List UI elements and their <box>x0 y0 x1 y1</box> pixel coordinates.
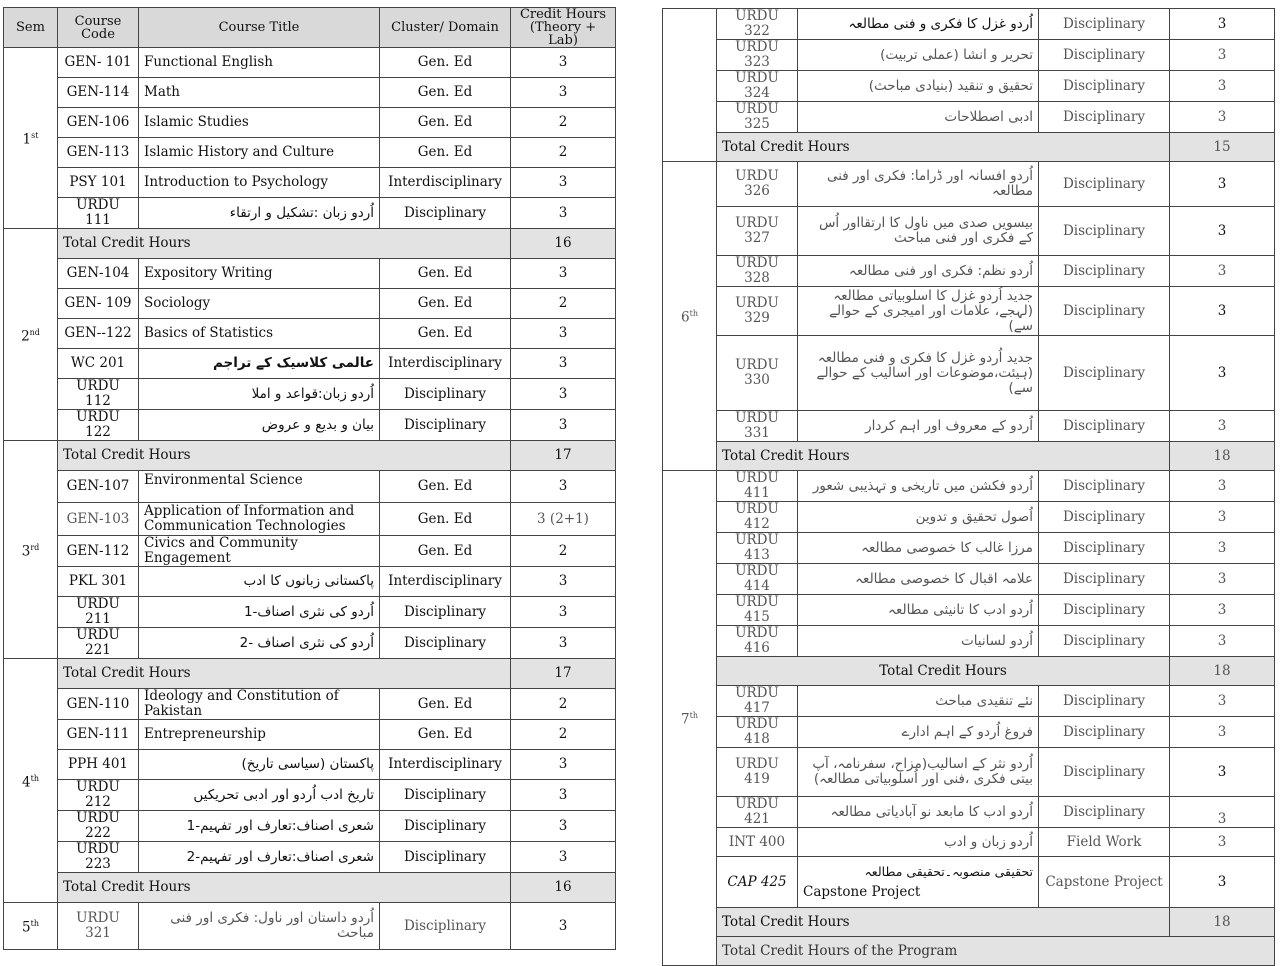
course-code: WC 201 <box>58 349 139 379</box>
table-row <box>663 717 1275 748</box>
total-value: 18 <box>1170 908 1275 937</box>
table-row <box>4 567 616 597</box>
header-credit: Credit Hours (Theory + Lab) <box>511 8 616 48</box>
course-title: Islamic History and Culture <box>139 138 380 168</box>
course-credit: 3 <box>511 597 616 628</box>
course-cluster: Disciplinary <box>1039 287 1170 336</box>
course-title: ادبی اصطلاحات <box>798 102 1039 133</box>
course-cluster: Disciplinary <box>1039 502 1170 533</box>
course-credit: 3 <box>1170 686 1275 717</box>
course-credit: 3 <box>511 750 616 780</box>
course-code: URDU 326 <box>717 162 798 207</box>
course-code: URDU 412 <box>717 502 798 533</box>
course-credit: 2 <box>511 536 616 567</box>
course-cluster: Disciplinary <box>1039 411 1170 442</box>
course-code: URDU 222 <box>58 811 139 842</box>
course-title: Basics of Statistics <box>139 319 380 349</box>
table-row <box>4 628 616 659</box>
course-code: GEN-110 <box>58 689 139 720</box>
total-row <box>663 908 1275 937</box>
course-code: URDU 112 <box>58 379 139 410</box>
course-cluster: Interdisciplinary <box>380 168 511 198</box>
table-row <box>663 797 1275 828</box>
course-title: اُردو افسانہ اور ڈراما: فکری اور فنی مطالعہ <box>798 162 1039 207</box>
course-code: URDU 417 <box>717 686 798 717</box>
course-cluster: Disciplinary <box>380 379 511 410</box>
course-cluster: Disciplinary <box>380 628 511 659</box>
course-cluster: Gen. Ed <box>380 259 511 289</box>
course-title: اُردو کی نثری اصناف-1 <box>139 597 380 628</box>
table-row <box>663 71 1275 102</box>
table-row <box>663 533 1275 564</box>
course-credit: 3 <box>1170 828 1275 857</box>
table-row <box>663 207 1275 256</box>
course-credit: 3 <box>511 903 616 950</box>
table-row <box>4 319 616 349</box>
course-cluster: Interdisciplinary <box>380 349 511 379</box>
table-row <box>663 564 1275 595</box>
table-row <box>663 686 1275 717</box>
course-cluster: Gen. Ed <box>380 78 511 108</box>
course-title: شعری اصناف:تعارف اور تفہیم-1 <box>139 811 380 842</box>
total-label: Total Credit Hours <box>58 229 511 259</box>
course-title: Environmental Science <box>139 471 380 503</box>
course-title: Ideology and Constitution of Pakistan <box>139 689 380 720</box>
total-row <box>663 133 1275 162</box>
course-title: نئے تنقیدی مباحث <box>798 686 1039 717</box>
course-cluster: Gen. Ed <box>380 471 511 503</box>
course-code: URDU 122 <box>58 410 139 441</box>
course-credit: 3 (2+1) <box>511 503 616 536</box>
course-credit: 3 <box>1170 748 1275 797</box>
course-credit: 3 <box>1170 102 1275 133</box>
course-credit: 2 <box>511 289 616 319</box>
course-code: URDU 324 <box>717 71 798 102</box>
course-code: GEN-104 <box>58 259 139 289</box>
table-row <box>4 108 616 138</box>
semester-cell: 5th <box>4 903 58 950</box>
left-schedule-table <box>3 7 616 950</box>
course-title: اُردو ادب کا تانیثی مطالعہ <box>798 595 1039 626</box>
course-cluster: Disciplinary <box>1039 533 1170 564</box>
course-cluster: Disciplinary <box>380 198 511 229</box>
course-cluster: Disciplinary <box>1039 748 1170 797</box>
table-row <box>4 289 616 319</box>
course-cluster: Disciplinary <box>380 410 511 441</box>
table-row <box>663 256 1275 287</box>
course-code: URDU 421 <box>717 797 798 828</box>
course-title: تحقیقی منصوبہ۔تحقیقی مطالعہ <box>864 864 1033 879</box>
table-row <box>663 471 1275 502</box>
course-cluster: Disciplinary <box>380 597 511 628</box>
course-cluster: Gen. Ed <box>380 536 511 567</box>
header-code: Course Code <box>58 8 139 48</box>
table-row <box>663 9 1275 40</box>
course-credit: 3 <box>1170 857 1275 908</box>
course-cluster: Disciplinary <box>1039 797 1170 828</box>
course-credit: 3 <box>511 78 616 108</box>
course-code: GEN--122 <box>58 319 139 349</box>
semester-cell: 1st <box>4 48 58 229</box>
course-credit: 3 <box>511 628 616 659</box>
course-code: URDU 211 <box>58 597 139 628</box>
course-title: پاکستانی زبانوں کا ادب <box>139 567 380 597</box>
course-code: URDU 327 <box>717 207 798 256</box>
table-row <box>663 626 1275 657</box>
header-row <box>4 8 616 48</box>
course-title: Entrepreneurship <box>139 720 380 750</box>
course-credit: 3 <box>1170 71 1275 102</box>
semester-cell: 7th <box>663 471 717 966</box>
course-title: تاریخ ادب اُردو اور ادبی تحریکیں <box>139 780 380 811</box>
course-code: URDU 416 <box>717 626 798 657</box>
course-credit: 3 <box>511 780 616 811</box>
course-code: INT 400 <box>717 828 798 857</box>
total-value: 17 <box>511 441 616 471</box>
course-title: Functional English <box>139 48 380 78</box>
course-credit: 3 <box>511 567 616 597</box>
course-title: مرزا غالب کا خصوصی مطالعہ <box>798 533 1039 564</box>
course-title: Introduction to Psychology <box>139 168 380 198</box>
course-title: پاکستان (سیاسی تاریخ) <box>139 750 380 780</box>
course-cluster: Gen. Ed <box>380 138 511 168</box>
table-row <box>4 720 616 750</box>
course-code: URDU 418 <box>717 717 798 748</box>
course-credit: 3 <box>511 471 616 503</box>
total-row <box>4 659 616 689</box>
course-credit: 3 <box>511 379 616 410</box>
course-credit: 2 <box>511 689 616 720</box>
course-title: شعری اصناف:تعارف اور تفہیم-2 <box>139 842 380 873</box>
table-row <box>4 410 616 441</box>
course-cluster: Gen. Ed <box>380 108 511 138</box>
course-title: بیسویں صدی میں ناول کا ارتقااور اُس کے فکری اور فنی مباحث <box>798 207 1039 256</box>
course-credit: 3 <box>511 811 616 842</box>
course-code: URDU 322 <box>717 9 798 40</box>
course-cluster: Disciplinary <box>380 811 511 842</box>
table-row <box>4 503 616 536</box>
course-code: URDU 221 <box>58 628 139 659</box>
course-title: Islamic Studies <box>139 108 380 138</box>
table-row <box>4 138 616 168</box>
course-title-english: Capstone Project <box>803 884 921 900</box>
course-code: URDU 411 <box>717 471 798 502</box>
course-code: GEN-103 <box>58 503 139 536</box>
course-title: اُردو زبان :تشکیل و ارتقاء <box>139 198 380 229</box>
course-code: GEN-114 <box>58 78 139 108</box>
course-cluster: Gen. Ed <box>380 319 511 349</box>
course-code: PKL 301 <box>58 567 139 597</box>
table-row <box>4 471 616 503</box>
course-cluster: Disciplinary <box>1039 71 1170 102</box>
course-credit: 3 <box>1170 207 1275 256</box>
course-cluster: Capstone Project <box>1039 857 1170 908</box>
course-cluster: Disciplinary <box>1039 626 1170 657</box>
course-code: URDU 321 <box>58 903 139 950</box>
course-credit: 3 <box>1170 502 1275 533</box>
course-code: URDU 419 <box>717 748 798 797</box>
course-code: URDU 415 <box>717 595 798 626</box>
course-title: اُردو داستان اور ناول: فکری اور فنی مباحث <box>139 903 380 950</box>
course-credit: 3 <box>511 842 616 873</box>
course-cluster: Gen. Ed <box>380 689 511 720</box>
course-cluster: Disciplinary <box>380 903 511 950</box>
course-code: GEN-111 <box>58 720 139 750</box>
table-row <box>4 259 616 289</box>
course-title: جدید اُردو غزل کا اسلوبیاتی مطالعہ (لہجے، علامات اور امیجری کے حوالے سے) <box>798 287 1039 336</box>
course-cluster: Interdisciplinary <box>380 750 511 780</box>
course-title: Math <box>139 78 380 108</box>
course-cluster: Disciplinary <box>1039 564 1170 595</box>
course-code: PSY 101 <box>58 168 139 198</box>
grand-total-label: Total Credit Hours of the Program <box>717 937 1275 966</box>
course-credit: 3 <box>511 410 616 441</box>
course-title: اُردو فکشن میں تاریخی و تہذیبی شعور <box>798 471 1039 502</box>
course-credit: 3 <box>1170 626 1275 657</box>
table-row <box>4 689 616 720</box>
table-row <box>4 536 616 567</box>
course-code: URDU 212 <box>58 780 139 811</box>
course-credit: 3 <box>511 198 616 229</box>
semester-cell: 6th <box>663 162 717 471</box>
course-cluster: Disciplinary <box>1039 162 1170 207</box>
course-code: GEN- 101 <box>58 48 139 78</box>
total-label: Total Credit Hours <box>717 657 1170 686</box>
total-row <box>663 657 1275 686</box>
course-credit: 3 <box>1170 9 1275 40</box>
course-code: URDU 323 <box>717 40 798 71</box>
table-row <box>4 811 616 842</box>
total-label: Total Credit Hours <box>58 873 511 903</box>
course-cluster: Disciplinary <box>1039 9 1170 40</box>
course-code: GEN-107 <box>58 471 139 503</box>
course-title: اُردو کے معروف اور اہم کردار <box>798 411 1039 442</box>
table-row <box>4 842 616 873</box>
course-credit: 3 <box>511 319 616 349</box>
course-title: اُردو زبان:قواعد و املا <box>139 379 380 410</box>
table-row <box>4 379 616 410</box>
total-row <box>663 442 1275 471</box>
table-row <box>4 780 616 811</box>
total-value: 15 <box>1170 133 1275 162</box>
course-title: اُردو کی نثری اصناف -2 <box>139 628 380 659</box>
course-cluster: Interdisciplinary <box>380 567 511 597</box>
table-row <box>663 857 1275 908</box>
course-code: URDU 223 <box>58 842 139 873</box>
course-cluster: Gen. Ed <box>380 48 511 78</box>
total-row <box>4 441 616 471</box>
course-credit: 3 <box>1170 411 1275 442</box>
table-row <box>663 287 1275 336</box>
course-code: GEN-112 <box>58 536 139 567</box>
course-credit: 3 <box>1170 336 1275 411</box>
course-cluster: Gen. Ed <box>380 503 511 536</box>
table-row <box>4 349 616 379</box>
course-code: URDU 330 <box>717 336 798 411</box>
course-title: اُردو نثر کے اسالیب(مزاح، سفرنامہ، آپ بیتی فکری ،فنی اور اُسلوبیاتی مطالعہ) <box>798 748 1039 797</box>
course-code: CAP 425 <box>717 857 798 908</box>
course-code: GEN- 109 <box>58 289 139 319</box>
course-cluster: Disciplinary <box>1039 717 1170 748</box>
course-title: Expository Writing <box>139 259 380 289</box>
total-row <box>4 229 616 259</box>
course-cluster: Disciplinary <box>1039 686 1170 717</box>
total-label: Total Credit Hours <box>58 659 511 689</box>
course-credit: 3 <box>511 168 616 198</box>
table-row <box>663 411 1275 442</box>
header-sem: Sem <box>4 8 58 48</box>
course-credit: 3 <box>1170 40 1275 71</box>
total-value: 18 <box>1170 442 1275 471</box>
course-cluster: Disciplinary <box>1039 102 1170 133</box>
table-row <box>663 102 1275 133</box>
course-title-cell <box>798 857 1039 908</box>
table-row <box>663 595 1275 626</box>
semester-cell-continued <box>663 9 717 162</box>
table-row <box>663 828 1275 857</box>
course-cluster: Disciplinary <box>380 780 511 811</box>
course-code: URDU 413 <box>717 533 798 564</box>
total-label: Total Credit Hours <box>717 133 1170 162</box>
course-title: اُردو نظم: فکری اور فنی مطالعہ <box>798 256 1039 287</box>
course-title: بیان و بدیع و عروض <box>139 410 380 441</box>
course-cluster: Disciplinary <box>1039 40 1170 71</box>
course-cluster: Field Work <box>1039 828 1170 857</box>
course-cluster: Disciplinary <box>1039 471 1170 502</box>
course-code: URDU 325 <box>717 102 798 133</box>
course-code: URDU 414 <box>717 564 798 595</box>
course-title: Sociology <box>139 289 380 319</box>
semester-cell: 4th <box>4 659 58 903</box>
header-cluster: Cluster/ Domain <box>380 8 511 48</box>
total-value: 18 <box>1170 657 1275 686</box>
total-label: Total Credit Hours <box>717 908 1170 937</box>
semester-cell: 3rd <box>4 441 58 659</box>
table-row <box>663 40 1275 71</box>
total-label: Total Credit Hours <box>58 441 511 471</box>
course-title: تحقیق و تنقید (بنیادی مباحث) <box>798 71 1039 102</box>
right-schedule-table <box>662 8 1275 966</box>
course-code: URDU 331 <box>717 411 798 442</box>
total-value: 16 <box>511 229 616 259</box>
table-row <box>4 903 616 950</box>
table-row <box>663 502 1275 533</box>
course-credit: 2 <box>511 108 616 138</box>
course-cluster: Disciplinary <box>1039 207 1170 256</box>
course-title: اُردو غزل کا فکری و فنی مطالعہ <box>798 9 1039 40</box>
course-code: URDU 329 <box>717 287 798 336</box>
table-row <box>663 162 1275 207</box>
course-title: اُردو ادب کا مابعد نو آبادیاتی مطالعہ <box>798 797 1039 828</box>
table-row <box>4 168 616 198</box>
total-row <box>4 873 616 903</box>
course-title: فروغ اُردو کے اہم ادارے <box>798 717 1039 748</box>
course-credit: 3 <box>1170 162 1275 207</box>
header-title: Course Title <box>139 8 380 48</box>
table-row <box>4 750 616 780</box>
course-credit: 3 <box>1170 471 1275 502</box>
course-cluster: Disciplinary <box>1039 336 1170 411</box>
course-credit: 3 <box>1170 287 1275 336</box>
course-title: اُردو لسانیات <box>798 626 1039 657</box>
course-cluster: Disciplinary <box>380 842 511 873</box>
table-row <box>4 198 616 229</box>
course-credit: 3 <box>511 259 616 289</box>
course-cluster: Gen. Ed <box>380 289 511 319</box>
table-row <box>663 748 1275 797</box>
course-title: جدید اُردو غزل کا فکری و فنی مطالعہ (ہیئت،موضوعات اور اسالیب کے حوالے سے) <box>798 336 1039 411</box>
table-row <box>4 78 616 108</box>
course-credit: 3 <box>511 349 616 379</box>
course-credit: 3 <box>1170 256 1275 287</box>
course-credit: 2 <box>511 720 616 750</box>
course-title: تحریر و انشا (عملی تربیت) <box>798 40 1039 71</box>
course-title: اُصول تحقیق و تدوین <box>798 502 1039 533</box>
table-row <box>4 48 616 78</box>
semester-cell: 2nd <box>4 229 58 441</box>
total-value: 17 <box>511 659 616 689</box>
course-credit: 3 <box>1170 595 1275 626</box>
total-value: 16 <box>511 873 616 903</box>
course-title: علامہ اقبال کا خصوصی مطالعہ <box>798 564 1039 595</box>
course-code: PPH 401 <box>58 750 139 780</box>
course-title: عالمی کلاسیک کے تراجم <box>139 349 380 379</box>
course-credit: 2 <box>511 138 616 168</box>
course-credit: 3 <box>1170 533 1275 564</box>
course-cluster: Disciplinary <box>1039 595 1170 626</box>
course-title: Application of Information and Communication Technologies <box>139 503 380 536</box>
course-code: GEN-113 <box>58 138 139 168</box>
course-credit: 3 <box>1170 564 1275 595</box>
table-row <box>4 597 616 628</box>
course-title: Civics and Community Engagement <box>139 536 380 567</box>
course-credit: 3 <box>1170 717 1275 748</box>
course-cluster: Disciplinary <box>1039 256 1170 287</box>
grand-total-row <box>663 937 1275 966</box>
total-label: Total Credit Hours <box>717 442 1170 471</box>
course-credit: 3 <box>511 48 616 78</box>
course-code: URDU 328 <box>717 256 798 287</box>
course-code: GEN-106 <box>58 108 139 138</box>
table-row <box>663 336 1275 411</box>
course-credit: 3 <box>1170 797 1275 828</box>
course-title: اُردو زبان و ادب <box>798 828 1039 857</box>
course-cluster: Gen. Ed <box>380 720 511 750</box>
course-code: URDU 111 <box>58 198 139 229</box>
